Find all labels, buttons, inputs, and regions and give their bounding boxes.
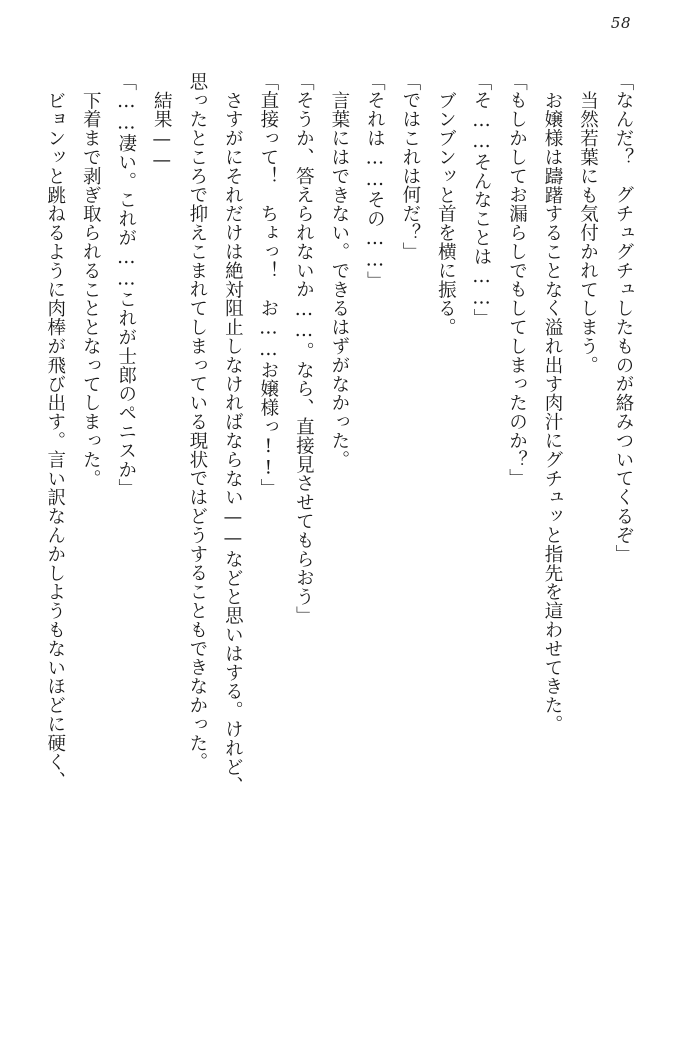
paragraph: 思ったところで抑えこまれてしまっている現状ではどうすることもできなかった。 <box>186 72 208 772</box>
paragraph: お嬢様は躊躇することなく溢れ出す肉汁にグチュッと指先を這わせてきた。 <box>541 90 563 734</box>
page-number: 58 <box>610 14 631 32</box>
paragraph: 「そうか、答えられないか……。なら、直接見させてもらおう」 <box>293 72 315 626</box>
page-text-body <box>38 72 641 1016</box>
paragraph: 「ではこれは何だ？」 <box>399 72 421 261</box>
paragraph: 「直接って！ ちょっ！ お……お嬢様っ!!」 <box>257 72 279 498</box>
paragraph: さすがにそれだけは絶対阻止しなければならない——などと思いはする。けれど、 <box>222 90 244 795</box>
paragraph: 言葉にはできない。できるはずがなかった。 <box>328 90 350 469</box>
paragraph: 「なんだ？ グチュグチュしたものが絡みついてくるぞ」 <box>613 72 634 564</box>
paragraph: 当然若葉にも気付かれてしまう。 <box>577 90 599 374</box>
paragraph: 結果—— <box>151 90 173 172</box>
paragraph: 下着まで剥ぎ取られることとなってしまった。 <box>80 90 102 488</box>
paragraph: ブンブンッと首を横に振る。 <box>435 90 457 337</box>
paragraph: 「……凄い。これが……これが士郎のペニスか」 <box>115 72 137 498</box>
paragraph: 「それは……その……」 <box>364 72 386 290</box>
paragraph: ビョンッと跳ねるように肉棒が飛び出す。言い訳なんかしようもないほどに硬く、 <box>44 90 66 790</box>
paragraph: 「そ……そんなことは……」 <box>470 72 492 328</box>
paragraph: 「もしかしてお漏らしでもしてしまったのか？」 <box>506 72 528 488</box>
